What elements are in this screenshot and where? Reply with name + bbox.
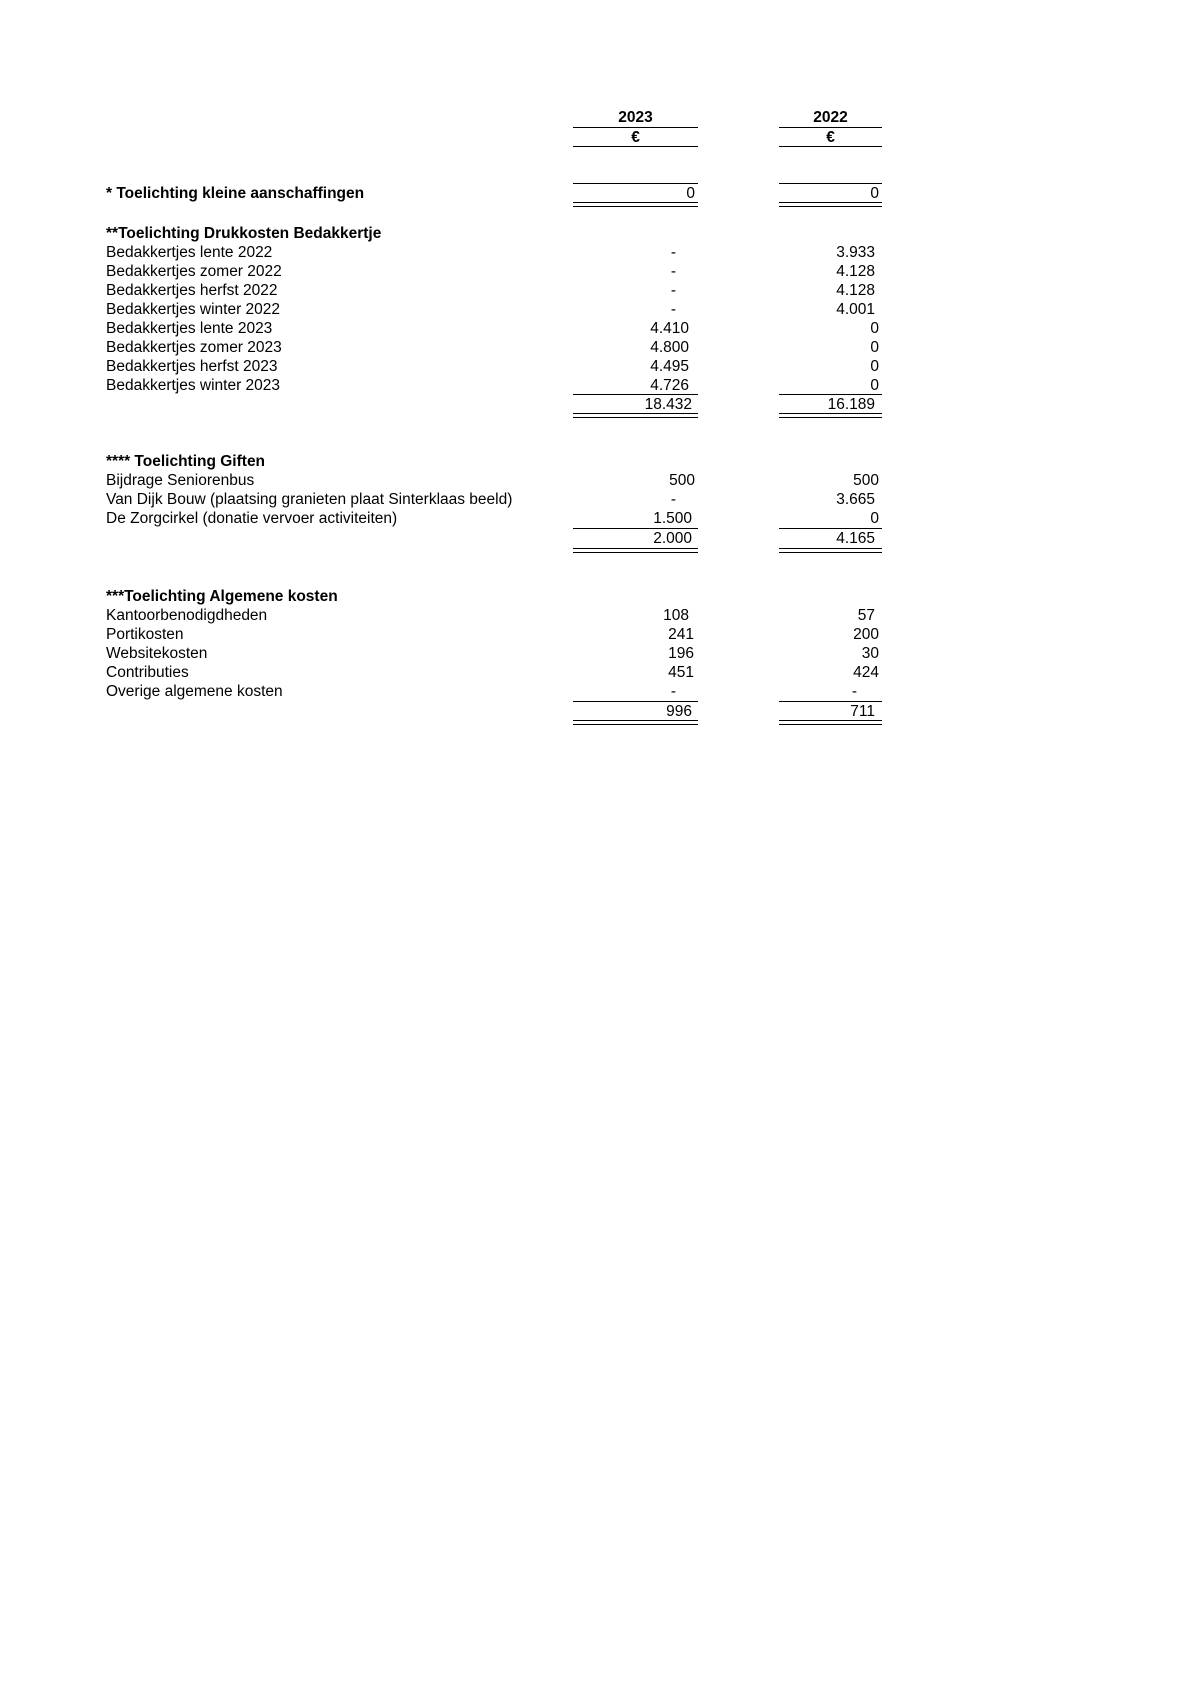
algemene-kosten-total-2023: 996 bbox=[666, 703, 692, 720]
list-item-value-2023: 4.726 bbox=[650, 377, 689, 394]
algemene-kosten-section-title: ***Toelichting Algemene kosten bbox=[106, 588, 338, 605]
list-item-value-2023: - bbox=[670, 301, 676, 318]
list-item-value-2023: - bbox=[670, 683, 676, 700]
list-item-value-2022: 0 bbox=[870, 358, 879, 375]
drukkosten-total-2023: 18.432 bbox=[644, 396, 692, 413]
list-item-value-2022: 0 bbox=[870, 339, 879, 356]
list-item-value-2022: 4.128 bbox=[836, 282, 875, 299]
header-underline-2023 bbox=[573, 146, 698, 147]
list-item-label: Bedakkertjes zomer 2023 bbox=[106, 339, 282, 356]
kleine-aanschaffingen-2023: 0 bbox=[686, 185, 695, 202]
algemene-kosten-total-double-rule-2023 bbox=[573, 720, 698, 725]
list-item-value-2023: 241 bbox=[668, 626, 694, 643]
list-item-label: Websitekosten bbox=[106, 645, 208, 662]
list-item-label: Portikosten bbox=[106, 626, 184, 643]
list-item-value-2022: 0 bbox=[870, 510, 879, 527]
kleine-aanschaffingen-2022: 0 bbox=[870, 185, 879, 202]
list-item-label: Bedakkertjes zomer 2022 bbox=[106, 263, 282, 280]
list-item-label: Bedakkertjes winter 2023 bbox=[106, 377, 281, 394]
list-item-value-2023: - bbox=[670, 263, 676, 280]
list-item-value-2022: 57 bbox=[857, 607, 875, 624]
list-item-label: Van Dijk Bouw (plaatsing granieten plaat Sinterklaas beeld) bbox=[106, 491, 513, 508]
list-item-label: Bedakkertjes winter 2022 bbox=[106, 301, 281, 318]
list-item-label: Bedakkertjes herfst 2022 bbox=[106, 282, 278, 299]
giften-section-title: **** Toelichting Giften bbox=[106, 453, 266, 470]
year-header-2022: 2022 bbox=[813, 109, 848, 126]
list-item-value-2022: 4.001 bbox=[836, 301, 875, 318]
giften-total-double-rule-2022 bbox=[779, 548, 882, 553]
list-item-value-2022: 4.128 bbox=[836, 263, 875, 280]
giften-total-2022: 4.165 bbox=[836, 530, 875, 547]
list-item-value-2022: 3.933 bbox=[836, 244, 875, 261]
list-item-value-2022: 0 bbox=[870, 377, 879, 394]
list-item-label: Bijdrage Seniorenbus bbox=[106, 472, 255, 489]
list-item-label: De Zorgcirkel (donatie vervoer activiteiten) bbox=[106, 510, 398, 527]
currency-header-2023: € bbox=[631, 129, 640, 146]
list-item-value-2022: 0 bbox=[870, 320, 879, 337]
list-item-value-2022: 200 bbox=[853, 626, 879, 643]
kleine-total-double-rule-2022 bbox=[779, 202, 882, 207]
list-item-value-2022: 424 bbox=[853, 664, 879, 681]
list-item-label: Contributies bbox=[106, 664, 189, 681]
list-item-value-2022: 30 bbox=[861, 645, 879, 662]
list-item-label: Bedakkertjes herfst 2023 bbox=[106, 358, 278, 375]
list-item-value-2023: 4.495 bbox=[650, 358, 689, 375]
giften-total-2023: 2.000 bbox=[653, 530, 692, 547]
list-item-label: Kantoorbenodigdheden bbox=[106, 607, 268, 624]
list-item-value-2022: 500 bbox=[853, 472, 879, 489]
list-item-value-2022: - bbox=[851, 683, 857, 700]
list-item-value-2023: 108 bbox=[663, 607, 689, 624]
list-item-label: Overige algemene kosten bbox=[106, 683, 283, 700]
list-item-value-2023: - bbox=[670, 491, 676, 508]
list-item-value-2023: 1.500 bbox=[653, 510, 692, 527]
header-underline-2022 bbox=[779, 146, 882, 147]
list-item-value-2023: - bbox=[670, 282, 676, 299]
list-item-value-2023: - bbox=[670, 244, 676, 261]
year-header-2023: 2023 bbox=[618, 109, 653, 126]
list-item-label: Bedakkertjes lente 2022 bbox=[106, 244, 273, 261]
giften-total-double-rule-2023 bbox=[573, 548, 698, 553]
drukkosten-section-title: **Toelichting Drukkosten Bedakkertje bbox=[106, 225, 382, 242]
list-item-label: Bedakkertjes lente 2023 bbox=[106, 320, 273, 337]
list-item-value-2023: 196 bbox=[668, 645, 694, 662]
currency-header-2022: € bbox=[826, 129, 835, 146]
list-item-value-2023: 4.800 bbox=[650, 339, 689, 356]
algemene-kosten-total-double-rule-2022 bbox=[779, 720, 882, 725]
algemene-kosten-total-2022: 711 bbox=[850, 703, 875, 720]
list-item-value-2023: 4.410 bbox=[650, 320, 689, 337]
drukkosten-total-double-rule-2023 bbox=[573, 413, 698, 418]
list-item-value-2023: 500 bbox=[669, 472, 695, 489]
kleine-aanschaffingen-label: * Toelichting kleine aanschaffingen bbox=[106, 185, 365, 202]
kleine-total-double-rule-2023 bbox=[573, 202, 698, 207]
list-item-value-2022: 3.665 bbox=[836, 491, 875, 508]
drukkosten-total-double-rule-2022 bbox=[779, 413, 882, 418]
list-item-value-2023: 451 bbox=[668, 664, 694, 681]
drukkosten-total-2022: 16.189 bbox=[827, 396, 875, 413]
